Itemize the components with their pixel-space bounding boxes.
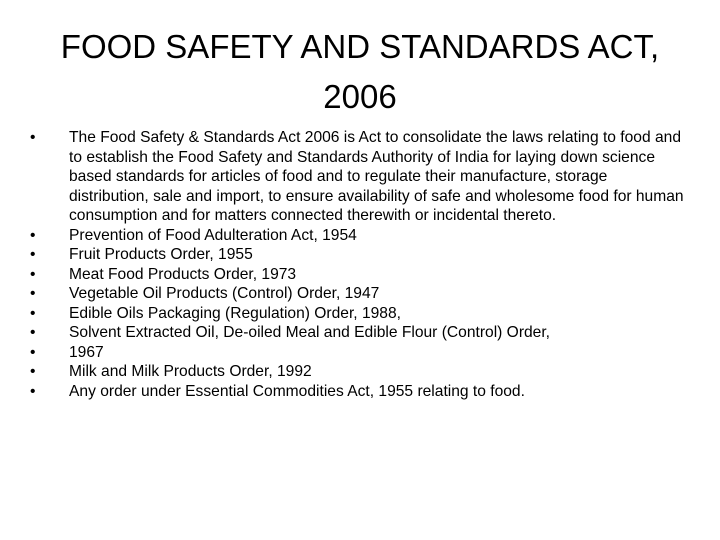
bullet-item-essential-commodities-act [30, 382, 690, 402]
bullet-text: The Food Safety & Standards Act 2006 is Act to consolidate the laws relating to food and to establish the Food Safety and Standards Authority of India for laying down science based standards for articles of food and to regulate their manufacture, storage distribution, sale and import, to ensure availability of safe and wholesome food for human consumption and for matters connected therewith or incidental thereto. [69, 129, 684, 224]
bullet-list [30, 128, 690, 401]
slide-title [40, 22, 680, 122]
bullet-icon: • [30, 226, 36, 244]
bullet-text: Vegetable Oil Products (Control) Order, 1947 [69, 285, 380, 302]
bullet-item-pfa-act [30, 226, 690, 246]
bullet-item-vegetable-oil-order [30, 284, 690, 304]
bullet-icon: • [30, 304, 36, 322]
bullet-icon: • [30, 382, 36, 400]
bullet-icon: • [30, 129, 36, 146]
bullet-item-solvent-extracted-oil-year [30, 343, 690, 363]
bullet-text: 1967 [69, 343, 104, 361]
bullet-item-edible-oils-packaging-order [30, 304, 690, 324]
slide-title-line-2: 2006 [323, 78, 397, 115]
bullet-text: Solvent Extracted Oil, De-oiled Meal and Edible Flour (Control) Order, [69, 324, 551, 341]
bullet-item-fssa-description [30, 128, 690, 226]
bullet-text: Meat Food Products Order, 1973 [69, 265, 297, 283]
bullet-icon: • [30, 265, 36, 283]
bullet-text: Fruit Products Order, 1955 [69, 246, 253, 263]
bullet-text: Milk and Milk Products Order, 1992 [69, 363, 312, 380]
bullet-item-solvent-extracted-oil-order [30, 323, 690, 343]
bullet-icon: • [30, 285, 36, 302]
bullet-icon: • [30, 246, 36, 263]
slide-title-line-1: FOOD SAFETY AND STANDARDS ACT, [60, 28, 660, 65]
bullet-icon: • [30, 343, 36, 361]
bullet-text: Prevention of Food Adulteration Act, 1954 [69, 226, 357, 244]
bullet-item-milk-products-order [30, 362, 690, 382]
bullet-item-fruit-products-order [30, 245, 690, 265]
bullet-item-meat-food-products-order [30, 265, 690, 285]
bullet-text: Edible Oils Packaging (Regulation) Order, 1988, [69, 304, 401, 322]
bullet-icon: • [30, 324, 36, 341]
bullet-icon: • [30, 363, 36, 380]
bullet-text: Any order under Essential Commodities Act, 1955 relating to food. [69, 382, 525, 400]
